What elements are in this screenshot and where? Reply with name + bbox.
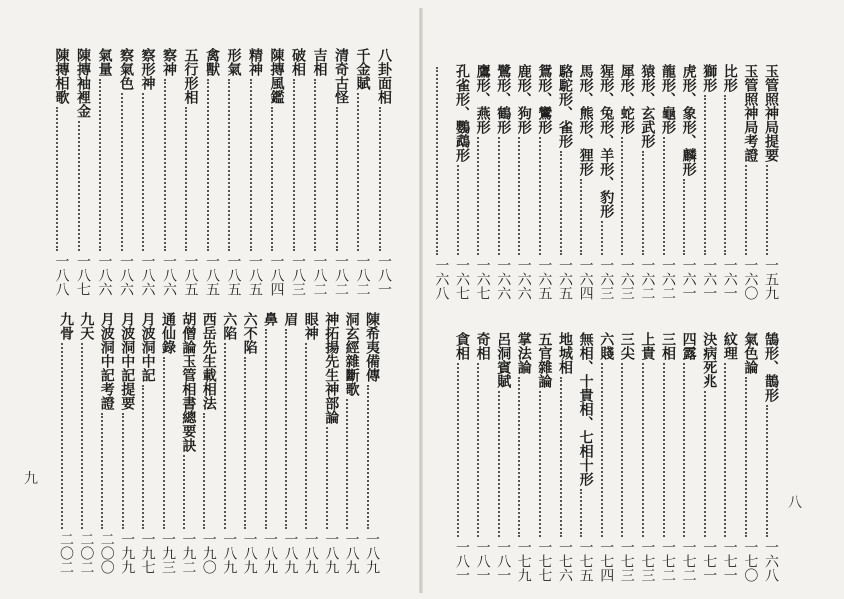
toc-entry-title: 孔雀形、鸚鵡形 bbox=[454, 64, 470, 162]
toc-entry bbox=[199, 312, 218, 574]
toc-entry-page-number: 一六八 bbox=[763, 540, 779, 582]
leader-dots bbox=[379, 107, 381, 251]
toc-entry-page-number: 一七六 bbox=[557, 540, 573, 582]
toc-entry-title: 西岳先生載相法 bbox=[200, 312, 217, 410]
toc-entry-page-number: 一八六 bbox=[161, 254, 177, 296]
toc-entry-page-number: 一八二 bbox=[333, 254, 349, 296]
toc-entry-page-number: 一八五 bbox=[247, 254, 263, 296]
toc-entry-title: 鵠形、鵲形 bbox=[763, 332, 779, 402]
leader-dots bbox=[704, 391, 706, 537]
toc-entry-title: 破相 bbox=[290, 48, 306, 76]
toc-entry bbox=[658, 64, 677, 300]
leader-dots bbox=[498, 391, 500, 537]
toc-entry-page-number: 一六一 bbox=[721, 258, 738, 300]
toc-entry-page-number: 一六三 bbox=[598, 258, 615, 300]
toc-entry bbox=[116, 48, 135, 296]
toc-entry-title: 三相 bbox=[660, 332, 676, 360]
leader-dots bbox=[642, 151, 644, 255]
leader-dots bbox=[314, 79, 316, 251]
toc-entry-page-number: 二〇二 bbox=[58, 532, 74, 574]
toc-entry bbox=[514, 332, 533, 582]
toc-entry-page-number: 一七二 bbox=[680, 540, 697, 582]
toc-entry-title: 鷺形、鶴形 bbox=[495, 64, 512, 134]
toc-entry-title: 禽獸 bbox=[204, 48, 220, 76]
leader-dots bbox=[250, 79, 252, 251]
toc-entry-title: 紋理 bbox=[721, 332, 738, 360]
toc-entry bbox=[576, 332, 595, 582]
leader-dots bbox=[207, 79, 209, 251]
toc-entry-page-number: 一八一 bbox=[495, 540, 512, 582]
toc-entry-page-number: 一八五 bbox=[204, 254, 220, 296]
toc-entry-title: 五官雜論 bbox=[536, 332, 553, 388]
toc-entry bbox=[493, 332, 512, 582]
toc-entry-title: 鷹形、燕形 bbox=[474, 64, 491, 134]
toc-entry bbox=[555, 332, 574, 582]
toc-entry-page-number: 一八五 bbox=[182, 254, 199, 296]
toc-entry bbox=[452, 332, 471, 582]
leader-dots bbox=[580, 179, 582, 255]
toc-entry-page-number: 一八九 bbox=[364, 532, 380, 574]
toc-entry bbox=[158, 312, 177, 574]
toc-entry bbox=[97, 312, 116, 574]
toc-entry bbox=[740, 64, 759, 300]
toc-entry bbox=[342, 312, 361, 574]
toc-entry bbox=[555, 64, 574, 300]
toc-entry-title: 吉相 bbox=[311, 48, 328, 76]
toc-entry-page-number: 一八四 bbox=[268, 254, 285, 296]
leader-dots bbox=[163, 357, 165, 529]
toc-entry-page-number: 一七三 bbox=[618, 540, 635, 582]
toc-entry-page-number: 一七二 bbox=[660, 540, 676, 582]
leader-dots bbox=[183, 455, 185, 529]
leader-dots bbox=[346, 399, 348, 529]
leader-dots bbox=[244, 357, 246, 529]
toc-entry bbox=[202, 48, 221, 296]
leader-dots bbox=[122, 413, 124, 529]
toc-entry-page-number: 一六七 bbox=[474, 258, 491, 300]
toc-entry-title: 眉 bbox=[282, 312, 299, 326]
right-page-folio: 八 bbox=[788, 495, 802, 511]
toc-entry bbox=[720, 332, 739, 582]
leader-dots bbox=[203, 413, 205, 529]
toc-entry-page-number: 一六二 bbox=[660, 258, 676, 300]
leader-dots bbox=[539, 391, 541, 537]
leader-dots bbox=[142, 385, 144, 529]
toc-entry-title: 無相、十貴相、七相十形 bbox=[577, 332, 594, 486]
toc-entry bbox=[596, 332, 615, 582]
toc-entry bbox=[280, 312, 299, 574]
toc-entry-title: 猿形、玄武形 bbox=[639, 64, 656, 148]
leader-dots bbox=[81, 343, 83, 529]
toc-entry-title: 陳摶相歌 bbox=[53, 48, 70, 104]
toc-entry-title: 千金賦 bbox=[354, 48, 371, 90]
leader-dots bbox=[498, 137, 500, 255]
toc-entry-title: 上貴 bbox=[639, 332, 656, 360]
toc-entry-title: 獅形 bbox=[701, 64, 718, 92]
toc-entry bbox=[260, 312, 279, 574]
toc-entry-page-number: 一六五 bbox=[536, 258, 553, 300]
toc-entry-title: 形氣 bbox=[225, 48, 242, 76]
toc-entry-title: 虎形、象形、麟形 bbox=[680, 64, 697, 176]
toc-entry bbox=[374, 48, 393, 296]
leader-dots bbox=[663, 137, 665, 255]
toc-entry bbox=[76, 312, 95, 574]
leader-dots bbox=[101, 413, 103, 529]
toc-entry bbox=[245, 48, 264, 296]
toc-entry bbox=[637, 332, 656, 582]
toc-entry-title: 地城相 bbox=[557, 332, 573, 374]
toc-entry-page-number: 一八六 bbox=[96, 254, 113, 296]
leader-dots bbox=[56, 107, 58, 251]
toc-entry-title: 月波洞中記考證 bbox=[98, 312, 115, 410]
toc-entry-title: 四露 bbox=[680, 332, 697, 360]
leader-dots bbox=[766, 405, 768, 537]
leader-dots bbox=[745, 377, 747, 537]
toc-entry-page-number: 一八八 bbox=[53, 254, 70, 296]
leader-dots bbox=[642, 363, 644, 537]
toc-entry bbox=[224, 48, 243, 296]
toc-entry bbox=[658, 332, 677, 582]
toc-entry-title: 奇相 bbox=[474, 332, 491, 360]
toc-entry-title: 胡僧論玉管相書總要訣 bbox=[180, 312, 197, 452]
toc-entry-title: 鴛形、鸞形 bbox=[536, 64, 553, 134]
toc-entry-page-number: 一六四 bbox=[577, 258, 594, 300]
toc-entry-page-number: 一八九 bbox=[323, 532, 340, 574]
toc-entry bbox=[473, 64, 492, 300]
toc-entry-page-number: 一八九 bbox=[241, 532, 258, 574]
toc-entry bbox=[52, 48, 71, 296]
toc-entry bbox=[178, 312, 197, 574]
leader-dots bbox=[539, 137, 541, 255]
toc-entry-page-number: 一六一 bbox=[680, 258, 697, 300]
leader-dots bbox=[357, 93, 359, 251]
toc-entry-title: 察氣色 bbox=[118, 48, 134, 90]
toc-entry-title: 察形神 bbox=[139, 48, 156, 90]
toc-entry bbox=[331, 48, 350, 296]
toc-entry-title: 氣色論 bbox=[742, 332, 759, 374]
leader-dots bbox=[293, 79, 295, 251]
toc-entry-page-number: 一八二 bbox=[311, 254, 328, 296]
leader-dots bbox=[704, 95, 706, 255]
toc-entry bbox=[761, 64, 780, 300]
toc-entry bbox=[138, 48, 157, 296]
leader-dots bbox=[477, 137, 479, 255]
toc-entry-page-number: 一五九 bbox=[763, 258, 779, 300]
leader-dots bbox=[305, 343, 307, 529]
leader-dots bbox=[228, 79, 230, 251]
toc-entry-page-number: 一七四 bbox=[598, 540, 615, 582]
toc-entry bbox=[576, 64, 595, 300]
toc-entry-page-number: 一八九 bbox=[262, 532, 278, 574]
toc-entry bbox=[534, 64, 553, 300]
toc-entry-title: 六不陷 bbox=[241, 312, 258, 354]
toc-entry bbox=[321, 312, 340, 574]
leader-dots bbox=[78, 121, 80, 251]
toc-entry-page-number: 一八五 bbox=[225, 254, 242, 296]
toc-entry-title: 決病死兆 bbox=[701, 332, 718, 388]
leader-dots bbox=[185, 107, 187, 251]
leader-dots bbox=[326, 427, 328, 529]
toc-entry-page-number: 一八一 bbox=[474, 540, 491, 582]
toc-entry-title: 察神 bbox=[161, 48, 177, 76]
toc-entry bbox=[267, 48, 286, 296]
leader-dots bbox=[580, 489, 582, 537]
toc-entry-title: 鼻 bbox=[262, 312, 278, 326]
toc-entry bbox=[288, 48, 307, 296]
toc-entry bbox=[73, 48, 92, 296]
toc-entry-page-number: 一七一 bbox=[721, 540, 738, 582]
leader-dots bbox=[99, 79, 101, 251]
toc-entry-page-number: 一八七 bbox=[75, 254, 91, 296]
toc-entry-title: 九骨 bbox=[58, 312, 74, 340]
toc-entry-page-number: 二〇二 bbox=[78, 532, 95, 574]
toc-entry-title: 鹿形、狗形 bbox=[515, 64, 532, 134]
toc-entry-page-number: 一六六 bbox=[515, 258, 532, 300]
toc-entry-page-number: 一七七 bbox=[536, 540, 553, 582]
toc-entry bbox=[596, 64, 615, 300]
leader-dots bbox=[518, 137, 520, 255]
toc-entry-title: 馬形、熊形、狸形 bbox=[577, 64, 594, 176]
toc-entry bbox=[362, 312, 381, 574]
toc-entry-title: 陳希夷備傳 bbox=[364, 312, 380, 382]
toc-entry-page-number: 一九二 bbox=[180, 532, 197, 574]
left-page-folio: 九 bbox=[24, 471, 38, 487]
toc-entry-page-number: 一七〇 bbox=[742, 540, 759, 582]
toc-entry-page-number: 一七一 bbox=[701, 540, 718, 582]
leader-dots bbox=[560, 151, 562, 255]
toc-entry-page-number: 一八九 bbox=[221, 532, 238, 574]
toc-entry-title: 五行形相 bbox=[182, 48, 199, 104]
toc-entry-title: 氣量 bbox=[96, 48, 113, 76]
leader-dots bbox=[457, 363, 459, 537]
toc-entry-page-number: 一六一 bbox=[701, 258, 718, 300]
toc-entry bbox=[117, 312, 136, 574]
toc-entry-title: 犀形、蛇形 bbox=[618, 64, 635, 134]
leader-dots bbox=[601, 363, 603, 537]
leader-dots bbox=[265, 329, 267, 529]
toc-entry bbox=[219, 312, 238, 574]
toc-entry-page-number: 一八九 bbox=[343, 532, 360, 574]
leader-dots bbox=[224, 343, 226, 529]
leader-dots bbox=[164, 79, 166, 251]
leader-dots bbox=[436, 67, 438, 255]
toc-entry-title: 眼神 bbox=[302, 312, 319, 340]
toc-entry-page-number: 一八一 bbox=[376, 254, 392, 296]
toc-entry bbox=[761, 332, 780, 582]
toc-entry-title: 陳摶袖裡金 bbox=[75, 48, 91, 118]
toc-entry-title: 玉管照神局考證 bbox=[742, 64, 759, 162]
toc-entry-page-number: 一八六 bbox=[118, 254, 134, 296]
toc-entry bbox=[514, 64, 533, 300]
leader-dots bbox=[560, 377, 562, 537]
toc-entry-page-number: 一八九 bbox=[282, 532, 299, 574]
toc-entry-title: 九天 bbox=[78, 312, 95, 340]
leader-dots bbox=[271, 107, 273, 251]
toc-entry-page-number: 一七三 bbox=[639, 540, 656, 582]
toc-entry bbox=[740, 332, 759, 582]
leader-dots bbox=[601, 221, 603, 255]
toc-entry-title: 六陷 bbox=[221, 312, 238, 340]
leader-dots bbox=[724, 363, 726, 537]
toc-entry bbox=[534, 332, 553, 582]
toc-entry-page-number: 一九七 bbox=[139, 532, 156, 574]
leader-dots bbox=[142, 93, 144, 251]
toc-entry-page-number: 一六六 bbox=[495, 258, 512, 300]
toc-entry-title: 精神 bbox=[247, 48, 263, 76]
toc-entry-title: 掌法論 bbox=[515, 332, 532, 374]
leader-dots bbox=[367, 385, 369, 529]
toc-entry-title: 六賤 bbox=[598, 332, 615, 360]
leader-dots bbox=[121, 93, 123, 251]
toc-entry bbox=[720, 64, 739, 300]
toc-entry-title: 龍形、龜形 bbox=[660, 64, 676, 134]
toc-entry bbox=[679, 64, 698, 300]
leader-dots bbox=[61, 343, 63, 529]
toc-entry-title: 三尖 bbox=[618, 332, 635, 360]
leader-dots bbox=[683, 179, 685, 255]
toc-entry-page-number: 一六五 bbox=[557, 258, 573, 300]
leader-dots bbox=[724, 95, 726, 255]
toc-entry-page-number: 一六〇 bbox=[742, 258, 759, 300]
toc-entry-title: 月波洞中記提要 bbox=[119, 312, 136, 410]
toc-entry-page-number: 一七九 bbox=[515, 540, 532, 582]
leader-dots bbox=[766, 165, 768, 255]
right-page bbox=[422, 0, 844, 599]
toc-entry bbox=[493, 64, 512, 300]
toc-entry-title: 月波洞中記 bbox=[139, 312, 156, 382]
toc-entry-page-number: 一六七 bbox=[454, 258, 470, 300]
toc-entry-title: 猩形、兔形、羊形、豹形 bbox=[598, 64, 615, 218]
toc-entry bbox=[240, 312, 259, 574]
toc-entry bbox=[699, 64, 718, 300]
leader-dots bbox=[285, 329, 287, 529]
toc-entry-page-number: 一八三 bbox=[290, 254, 306, 296]
leader-dots bbox=[621, 137, 623, 255]
leader-dots bbox=[683, 363, 685, 537]
toc-entry bbox=[473, 332, 492, 582]
toc-entry-title: 通仙錄 bbox=[160, 312, 176, 354]
leader-dots bbox=[745, 165, 747, 255]
toc-entry-page-number: 一九九 bbox=[119, 532, 136, 574]
toc-entry bbox=[452, 64, 471, 300]
toc-entry-page-number: 一七五 bbox=[577, 540, 594, 582]
toc-entry-page-number: 一八二 bbox=[354, 254, 371, 296]
toc-entry-title: 呂洞賓賦 bbox=[495, 332, 512, 388]
toc-entry-title: 八卦面相 bbox=[376, 48, 392, 104]
toc-entry bbox=[301, 312, 320, 574]
toc-entry-page-number: 一八一 bbox=[454, 540, 470, 582]
toc-entry-title: 神拓揚先生神部論 bbox=[323, 312, 340, 424]
toc-entry-page-number: 二〇〇 bbox=[98, 532, 115, 574]
toc-entry bbox=[353, 48, 372, 296]
toc-entry-title: 貪相 bbox=[454, 332, 470, 360]
toc-entry bbox=[181, 48, 200, 296]
leader-dots bbox=[457, 165, 459, 255]
leader-dots bbox=[621, 363, 623, 537]
toc-entry-title: 陳摶風鑑 bbox=[268, 48, 285, 104]
toc-entry bbox=[617, 64, 636, 300]
leader-dots bbox=[477, 363, 479, 537]
leader-dots bbox=[336, 107, 338, 251]
toc-entry bbox=[56, 312, 75, 574]
toc-entry bbox=[310, 48, 329, 296]
toc-entry-page-number: 一八六 bbox=[139, 254, 156, 296]
toc-entry bbox=[617, 332, 636, 582]
leader-dots bbox=[663, 363, 665, 537]
toc-entry-page-number: 一六八 bbox=[433, 258, 450, 300]
toc-entry-page-number: 一九〇 bbox=[200, 532, 217, 574]
toc-entry-page-number: 一九三 bbox=[160, 532, 176, 574]
toc-entry bbox=[95, 48, 114, 296]
leader-dots bbox=[518, 377, 520, 537]
toc-entry-page-number: 一八九 bbox=[302, 532, 319, 574]
toc-entry bbox=[699, 332, 718, 582]
toc-entry bbox=[159, 48, 178, 296]
toc-entry bbox=[431, 64, 450, 300]
toc-entry-title: 比形 bbox=[721, 64, 738, 92]
toc-entry bbox=[679, 332, 698, 582]
toc-entry-page-number: 一六三 bbox=[618, 258, 635, 300]
toc-entry-title: 洞玄經雜斷歌 bbox=[343, 312, 360, 396]
toc-entry bbox=[138, 312, 157, 574]
toc-entry-title: 清奇古怪 bbox=[333, 48, 349, 104]
toc-entry-page-number: 一六二 bbox=[639, 258, 656, 300]
toc-entry-title: 駱駝形、雀形 bbox=[557, 64, 573, 148]
toc-entry-title: 玉管照神局提要 bbox=[763, 64, 779, 162]
toc-entry bbox=[637, 64, 656, 300]
